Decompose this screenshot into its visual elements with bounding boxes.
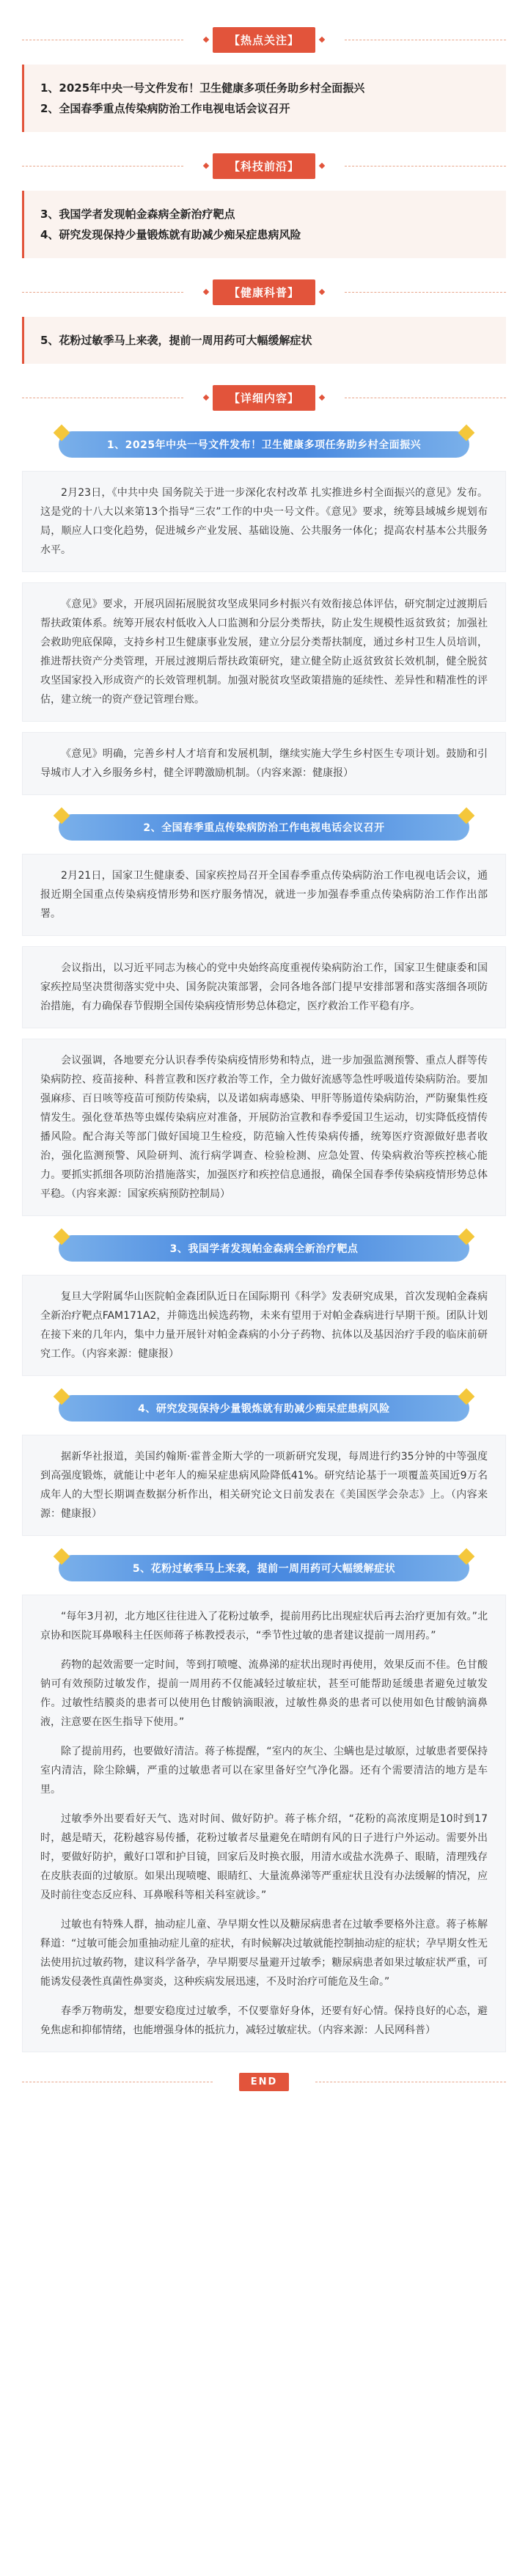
article-paragraph: 过敏季外出要看好天气、选对时间、做好防护。蒋子栋介绍，“花粉的高浓度期是10时到17时，越是晴天，花粉越容易传播，花粉过敏者尽量避免在晴朗有风的日子进行户外运动。需要外出时，要做好防护，戴好口罩和护目镜，回家后及时换衣服，用清水或盐水洗鼻子、眼睛，清理残存在皮肤表面的过敏原。如果出现喷嚏、眼睛红、大量流鼻涕等严重症状且没有办法缓解的情况，应及时前往变态反应科、耳鼻喉科等相关科室就诊。” (40, 1813, 488, 1901)
topic-item[interactable]: 2、全国春季重点传染病防治工作电视电话会议召开 (40, 102, 290, 115)
section-header-hot (22, 25, 506, 54)
end-label: END (239, 2073, 290, 2091)
topic-item[interactable]: 5、花粉过敏季马上来袭，提前一周用药可大幅缓解症状 (40, 334, 312, 347)
article-title: 2、全国春季重点传染病防治工作电视电话会议召开 (143, 822, 385, 834)
article-title: 3、我国学者发现帕金森病全新治疗靶点 (169, 1243, 359, 1255)
article-paragraph: “每年3月初，北方地区往往进入了花粉过敏季，提前用药比出现症状后再去治疗更加有效。”北京协和医院耳鼻喉科主任医师蒋子栋教授表示，“季节性过敏的患者建议提前一周用药。” (40, 1611, 488, 1642)
article-paragraph: 过敏也有特殊人群，抽动症儿童、孕早期女性以及糖尿病患者在过敏季要格外注意。蒋子栋解释道：“过敏可能会加重抽动症儿童的症状，有时候解决过敏就能控制抽动症的症状；孕早期女性无法使用抗过敏药物，建议科学备孕，孕早期要尽量避开过敏季；糖尿病患者如果过敏症状严重，可能诱发侵袭性真菌性鼻窦炎，这种疾病发展迅速，不及时治疗可能危及生命。” (40, 1919, 488, 1988)
section-header-detail (22, 383, 506, 412)
article-title: 4、研究发现保持少量锻炼就有助减少痴呆症患病风险 (138, 1403, 390, 1415)
section-header-health (22, 277, 506, 307)
topic-item[interactable]: 4、研究发现保持少量锻炼就有助减少痴呆症患病风险 (40, 228, 301, 241)
article-paragraph: 药物的起效需要一定时间，等到打喷嚏、流鼻涕的症状出现时再使用，效果反而不佳。色甘酸钠可有效预防过敏发作，提前一周用药不仅能减轻过敏症状，甚至可能帮助延缓患者避免过敏发作。过敏性结膜炎的患者可以使用色甘酸钠滴眼液，过敏性鼻炎的患者可以使用如色甘酸钠滴鼻液，注意要在医生指导下使用。” (40, 1659, 488, 1728)
article-block (22, 582, 506, 722)
article-block (22, 471, 506, 572)
article-title: 5、花粉过敏季马上来袭，提前一周用药可大幅缓解症状 (132, 1563, 396, 1575)
article-paragraph: 《意见》明确，完善乡村人才培育和发展机制，继续实施大学生乡村医生专项计划。鼓励和引导城市人才入乡服务乡村，健全评聘激励机制。（内容来源：健康报） (40, 748, 488, 779)
topic-list-tech (22, 191, 506, 258)
topic-item[interactable]: 1、2025年中央一号文件发布！卫生健康多项任务助乡村全面振兴 (40, 81, 365, 95)
topic-list-health (22, 317, 506, 364)
section-title-tech: 【科技前沿】 (213, 153, 315, 179)
article-paragraph: 春季万物萌发，想要安稳度过过敏季，不仅要靠好身体，还要有好心情。保持良好的心态，避免焦虑和抑郁情绪，也能增强身体的抵抗力，减轻过敏症状。（内容来源：人民网科普） (40, 2005, 488, 2036)
article-title-banner (59, 814, 469, 841)
article-paragraph: 除了提前用药，也要做好清洁。蒋子栋提醒，“室内的灰尘、尘螨也是过敏原，过敏患者要保持室内清洁，除尘除螨，严重的过敏患者可以在家里备好空气净化器。还有个需要清洁的地方是车里。 (40, 1746, 488, 1796)
article-paragraph: 2月23日，《中共中央 国务院关于进一步深化农村改革 扎实推进乡村全面振兴的意见》发布。这是党的十八大以来第13个指导“三农”工作的中央一号文件。《意见》要求，统筹县域城乡规划布局，顺应人口变化趋势，促进城乡产业发展、基础设施、公共服务一体化；提高农村基本公共服务水平。 (40, 487, 488, 556)
article-title-banner (59, 431, 469, 458)
section-title-detail: 【详细内容】 (213, 385, 315, 411)
article-paragraph: 2月21日，国家卫生健康委、国家疾控局召开全国春季重点传染病防治工作电视电话会议，通报近期全国重点传染病疫情形势和医疗服务情况，就进一步加强春季重点传染病防治工作作出部署。 (40, 870, 488, 920)
article-title-banner (59, 1235, 469, 1262)
article-paragraph: 会议指出，以习近平同志为核心的党中央始终高度重视传染病防治工作，国家卫生健康委和国家疾控局坚决贯彻落实党中央、国务院决策部署，会同各地各部门提早安排部署和落实落细各项防治措施，有力确保春节假期全国传染病疫情形势总体稳定，医疗救治工作平稳有序。 (40, 962, 488, 1012)
article-paragraph: 《意见》要求，开展巩固拓展脱贫攻坚成果同乡村振兴有效衔接总体评估，研究制定过渡期后帮扶政策体系。统筹开展农村低收入人口监测和分层分类帮扶，防止发生规模性返贫致贫；加强社会救助兜底保障，支持乡村卫生健康事业发展，建立分层分类帮扶制度，通过乡村卫生人员培训，推进帮扶资产分类管理，开展过渡期后帮扶政策研究，建立健全防止返贫致贫长效机制，健全脱贫攻坚国家投入形成资产的长效管理机制。加强对脱贫攻坚政策措施的延续性、差异性和精准性的评估，建立统一的资产登记管理台账。 (40, 599, 488, 706)
article-paragraph: 据新华社报道，美国约翰斯·霍普金斯大学的一项新研究发现，每周进行约35分钟的中等强度到高强度锻炼，就能让中老年人的痴呆症患病风险降低41%。研究结论基于一项覆盖英国近9万名成年人的大型长期调查数据分析作出，相关研究论文日前发表在《美国医学会杂志》上。（内容来源：健康报） (40, 1451, 488, 1520)
article-title-banner (59, 1395, 469, 1421)
section-header-tech (22, 151, 506, 180)
article-block (22, 1435, 506, 1536)
topic-item[interactable]: 3、我国学者发现帕金森病全新治疗靶点 (40, 208, 235, 221)
article-block (22, 854, 506, 936)
article-block (22, 1039, 506, 1216)
article-paragraph: 复旦大学附属华山医院帕金森团队近日在国际期刊《科学》发表研究成果，首次发现帕金森病全新治疗靶点FAM171A2，并筛选出候选药物，未来有望用于对帕金森病进行早期干预。团队计划在接下来的几年内，集中力量开展针对帕金森病的小分子药物、抗体以及基因治疗手段的临床前研究工作。（内容来源：健康报） (40, 1291, 488, 1360)
article-title: 1、2025年中央一号文件发布！卫生健康多项任务助乡村全面振兴 (106, 439, 422, 451)
article-block (22, 1275, 506, 1376)
section-title-health: 【健康科普】 (213, 279, 315, 305)
article-title-banner (59, 1555, 469, 1581)
article-paragraph: 会议强调，各地要充分认识春季传染病疫情形势和特点，进一步加强监测预警、重点人群等传染病防控、疫苗接种、科普宣教和医疗救治等工作，全力做好流感等急性呼吸道传染病防治。要加强麻疹、百日咳等疫苗可预防传染病，以及诺如病毒感染、甲肝等肠道传染病防治，严防聚集性疫情发生。强化登革热等虫媒传染病应对准备，开展防治宣教和春季爱国卫生运动，切实降低疫情传播风险。配合海关等部门做好国境卫生检疫，防范输入性传染病传播，统筹医疗资源做好患者收治，强化监测预警、风险研判、流行病学调查、检验检测、应急处置、传染病救治等疾控核心能力。要抓实抓细各项防治措施落实，加强医疗和疾控信息通报，确保全国春季传染病疫情形势总体平稳。（内容来源：国家疾病预防控制局） (40, 1055, 488, 1200)
article-block (22, 946, 506, 1028)
end-divider (22, 2067, 506, 2096)
article-block (22, 732, 506, 795)
section-title-hot: 【热点关注】 (213, 27, 315, 53)
topic-list-hot (22, 65, 506, 132)
article-block (22, 1595, 506, 2052)
